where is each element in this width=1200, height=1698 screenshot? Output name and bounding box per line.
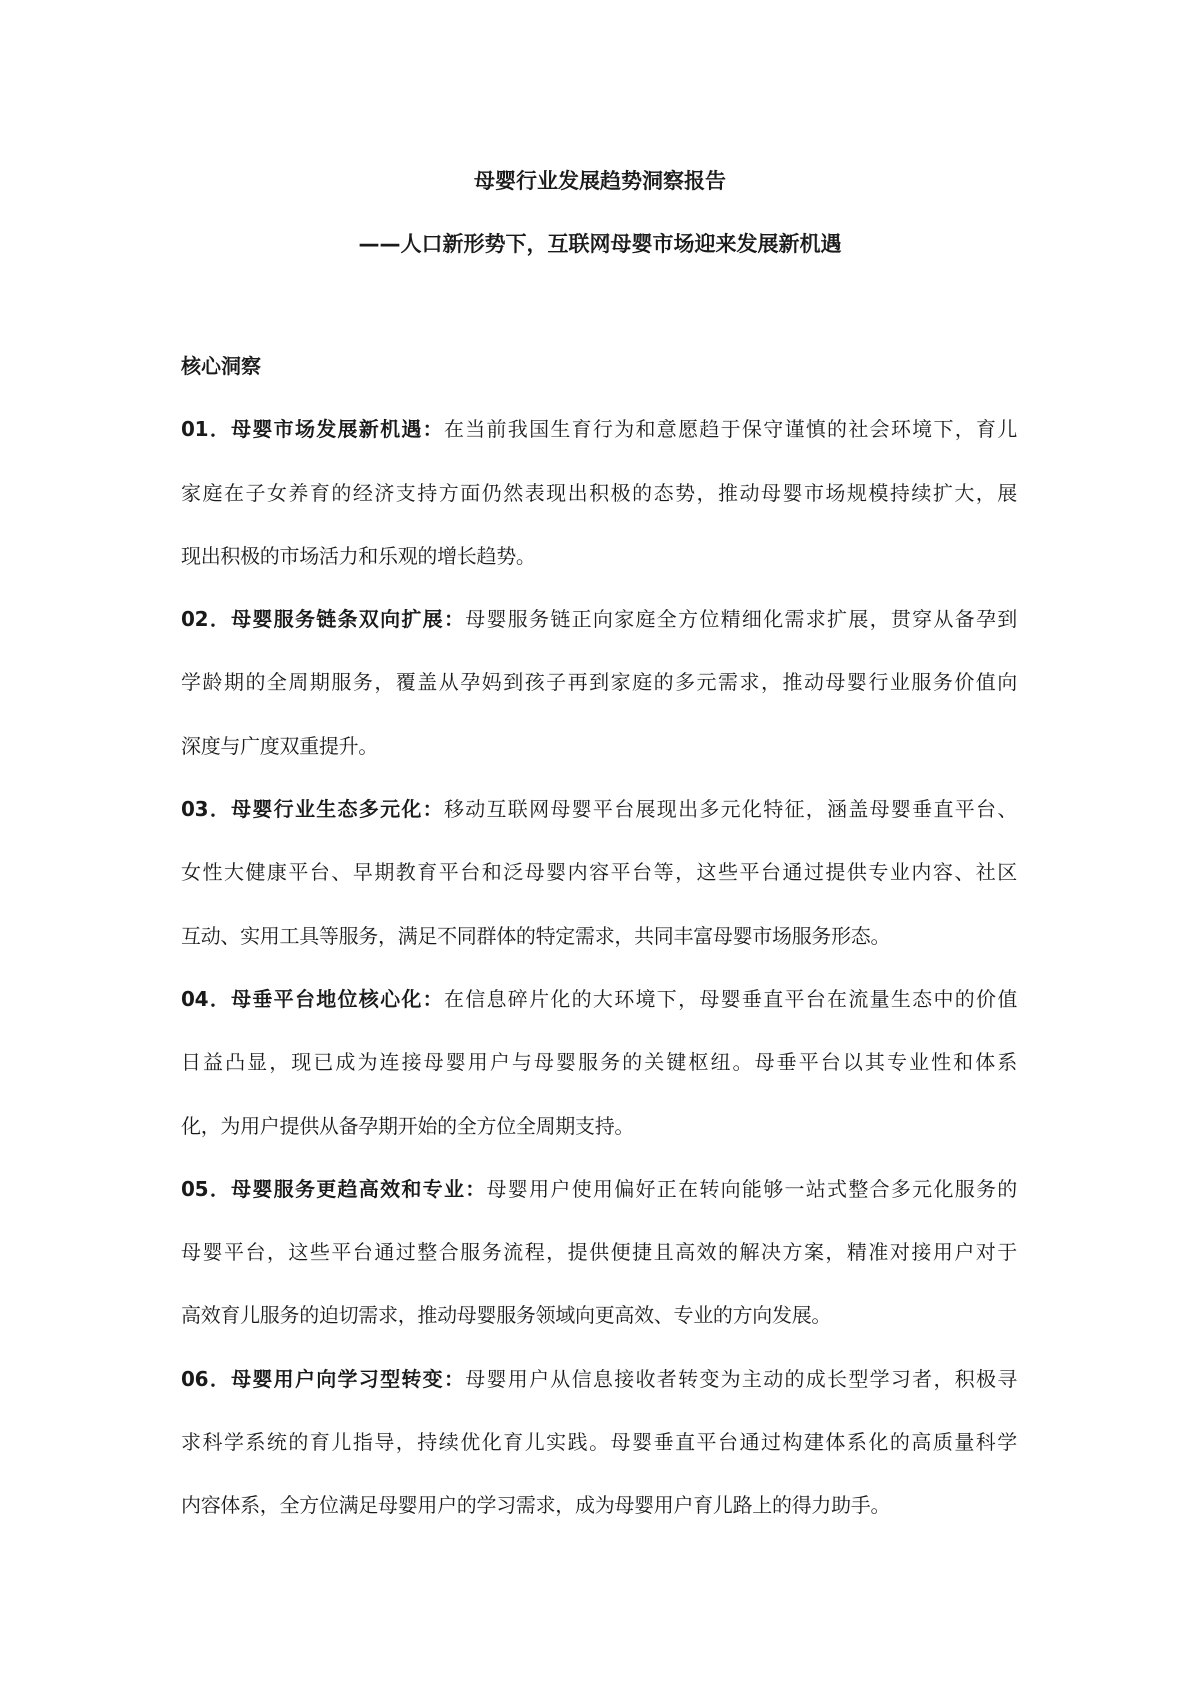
insight-line (181, 651, 1017, 714)
insight-text: 求科学系统的育儿指导，持续优化育儿实践。母婴垂直平台通过构建体系化的高质量科学 (181, 1430, 1017, 1455)
insight-line (181, 1474, 1017, 1537)
insight-line (181, 905, 1017, 968)
insight-text: 深度与广度双重提升。 (181, 733, 378, 758)
insight-number: 05． (181, 1176, 232, 1201)
insight-heading: 母垂平台地位核心化： (231, 986, 444, 1011)
insight-paragraph (181, 1158, 1017, 1348)
insight-text: 学龄期的全周期服务，覆盖从孕妈到孩子再到家庭的多元需求，推动母婴行业服务价值向 (181, 670, 1017, 695)
insight-paragraph (181, 968, 1017, 1158)
insight-text: 母婴服务链正向家庭全方位精细化需求扩展，贯穿从备孕到 (465, 607, 1018, 632)
insight-text: 互动、实用工具等服务，满足不同群体的特定需求，共同丰富母婴市场服务形态。 (181, 923, 891, 948)
document-body (181, 335, 1017, 1538)
insight-paragraph (181, 398, 1017, 588)
insight-paragraph (181, 1348, 1017, 1538)
insights-list (181, 398, 1017, 1537)
insight-line (181, 778, 1017, 841)
insight-number: 01． (181, 417, 232, 442)
insight-text: 现出积极的市场活力和乐观的增长趋势。 (181, 543, 536, 568)
document-subtitle: ——人口新形势下，互联网母婴市场迎来发展新机遇 (358, 232, 842, 256)
insight-number: 04． (181, 986, 232, 1011)
insight-number: 03． (181, 797, 232, 822)
insight-line (181, 525, 1017, 588)
insight-text: 母婴用户从信息接收者转变为主动的成长型学习者，积极寻 (465, 1366, 1018, 1391)
insight-text: 母婴平台，这些平台通过整合服务流程，提供便捷且高效的解决方案，精准对接用户对于 (181, 1240, 1017, 1265)
insight-heading: 母婴行业生态多元化： (231, 797, 444, 822)
insight-text: 在当前我国生育行为和意愿趋于保守谨慎的社会环境下，育儿 (443, 417, 1018, 442)
insight-line (181, 841, 1017, 904)
insight-text: 女性大健康平台、早期教育平台和泛母婴内容平台等，这些平台通过提供专业内容、社区 (181, 860, 1017, 885)
insight-heading: 母婴服务链条双向扩展： (231, 607, 466, 632)
insight-line (181, 715, 1017, 778)
insight-line (181, 1031, 1017, 1094)
insight-line (181, 1348, 1017, 1411)
insight-line (181, 1158, 1017, 1221)
section-heading: 核心洞察 (181, 354, 261, 378)
insight-line (181, 1095, 1017, 1158)
insight-text: 移动互联网母婴平台展现出多元化特征，涵盖母婴垂直平台、 (443, 797, 1018, 822)
insight-line (181, 1284, 1017, 1347)
insight-paragraph (181, 588, 1017, 778)
insight-number: 06． (181, 1366, 232, 1391)
insight-line (181, 968, 1017, 1031)
insight-number: 02． (181, 607, 232, 632)
insight-text: 母婴用户使用偏好正在转向能够一站式整合多元化服务的 (486, 1176, 1018, 1201)
insight-heading: 母婴服务更趋高效和专业： (231, 1176, 487, 1201)
insight-heading: 母婴用户向学习型转变： (231, 1366, 466, 1391)
insight-line (181, 1221, 1017, 1284)
insight-text: 高效育儿服务的迫切需求，推动母婴服务领域向更高效、专业的方向发展。 (181, 1303, 832, 1328)
document-title: 母婴行业发展趋势洞察报告 (474, 169, 726, 193)
insight-paragraph (181, 778, 1017, 968)
insight-text: 家庭在子女养育的经济支持方面仍然表现出积极的态势，推动母婴市场规模持续扩大，展 (181, 480, 1017, 505)
insight-text: 化，为用户提供从备孕期开始的全方位全周期支持。 (181, 1113, 635, 1138)
insight-text: 在信息碎片化的大环境下，母婴垂直平台在流量生态中的价值 (443, 986, 1018, 1011)
insight-text: 日益凸显，现已成为连接母婴用户与母婴服务的关键枢纽。母垂平台以其专业性和体系 (181, 1050, 1017, 1075)
insight-line (181, 1411, 1017, 1474)
insight-heading: 母婴市场发展新机遇： (231, 417, 444, 442)
insight-line (181, 462, 1017, 525)
insight-line (181, 588, 1017, 651)
insight-text: 内容体系，全方位满足母婴用户的学习需求，成为母婴用户育儿路上的得力助手。 (181, 1493, 891, 1518)
insight-line (181, 398, 1017, 461)
